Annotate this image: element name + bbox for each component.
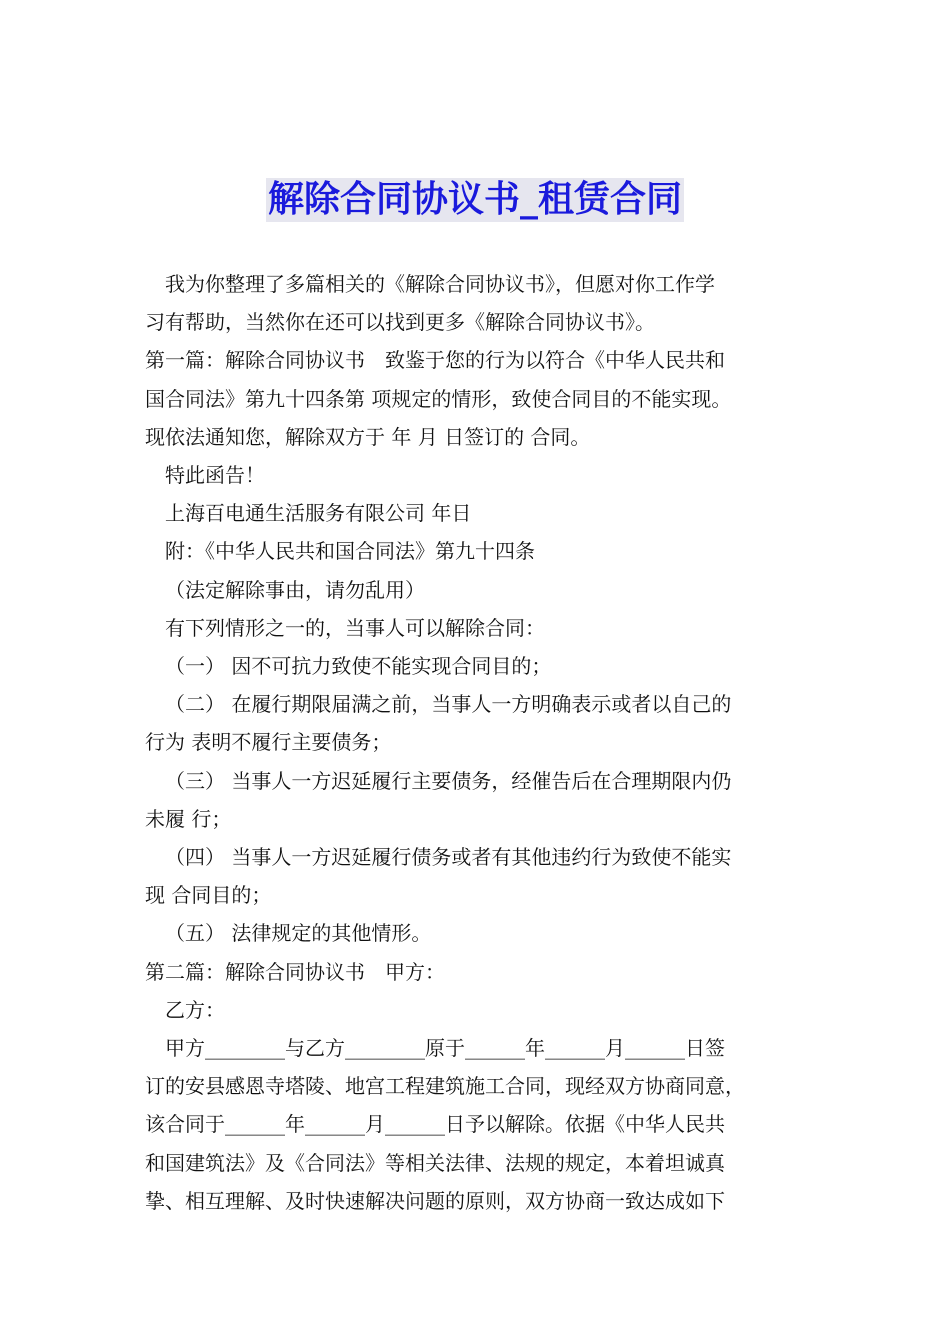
text-line: 现 合同目的； — [145, 883, 272, 908]
text-line: 第一篇：解除合同协议书 致鉴于您的行为以符合《中华人民共和 — [145, 348, 725, 373]
document-title: 解除合同协议书_租赁合同 — [267, 179, 682, 220]
text-line: （法定解除事由，请勿乱用） — [165, 577, 425, 602]
text-line: 甲方________与乙方________原于______年______月______日签 — [165, 1036, 725, 1061]
text-line: 习有帮助，当然你在还可以找到更多《解除合同协议书》。 — [145, 310, 655, 335]
text-line: （四） 当事人一方迟延履行债务或者有其他违约行为致使不能实 — [165, 845, 732, 870]
text-line: 乙方： — [165, 997, 225, 1022]
text-line: 我为你整理了多篇相关的《解除合同协议书》，但愿对你工作学 — [165, 272, 715, 296]
text-line: 特此函告！ — [165, 463, 265, 488]
text-line: （一） 因不可抗力致使不能实现合同目的； — [165, 654, 552, 679]
title-container — [0, 178, 950, 222]
text-line: 第二篇：解除合同协议书 甲方： — [145, 959, 445, 984]
text-line: 现依法通知您，解除双方于 年 月 日签订的 合同。 — [145, 424, 591, 449]
text-line: 未履 行； — [145, 806, 232, 831]
text-line: （五） 法律规定的其他情形。 — [165, 921, 432, 946]
text-line: （三） 当事人一方迟延履行主要债务，经催告后在合理期限内仍 — [165, 768, 732, 793]
text-line: 上海百电通生活服务有限公司 年日 — [165, 501, 472, 526]
text-line: 国合同法》第九十四条第 项规定的情形，致使合同目的不能实现。 — [145, 386, 732, 411]
text-line: 订的安县感恩寺塔陵、地宫工程建筑施工合同，现经双方协商同意， — [145, 1074, 745, 1099]
text-line: 附：《中华人民共和国合同法》第九十四条 — [165, 539, 535, 564]
text-line: 挚、相互理解、及时快速解决问题的原则，双方协商一致达成如下 — [145, 1188, 725, 1213]
text-line: 有下列情形之一的，当事人可以解除合同： — [165, 615, 545, 640]
text-line: （二） 在履行期限届满之前，当事人一方明确表示或者以自己的 — [165, 692, 732, 717]
document-body — [145, 265, 810, 1220]
text-line: 行为 表明不履行主要债务； — [145, 730, 392, 755]
text-line: 和国建筑法》及《合同法》等相关法律、法规的规定，本着坦诚真 — [145, 1150, 725, 1175]
text-line: 该合同于______年______月______日予以解除。依据《中华人民共 — [145, 1112, 725, 1137]
